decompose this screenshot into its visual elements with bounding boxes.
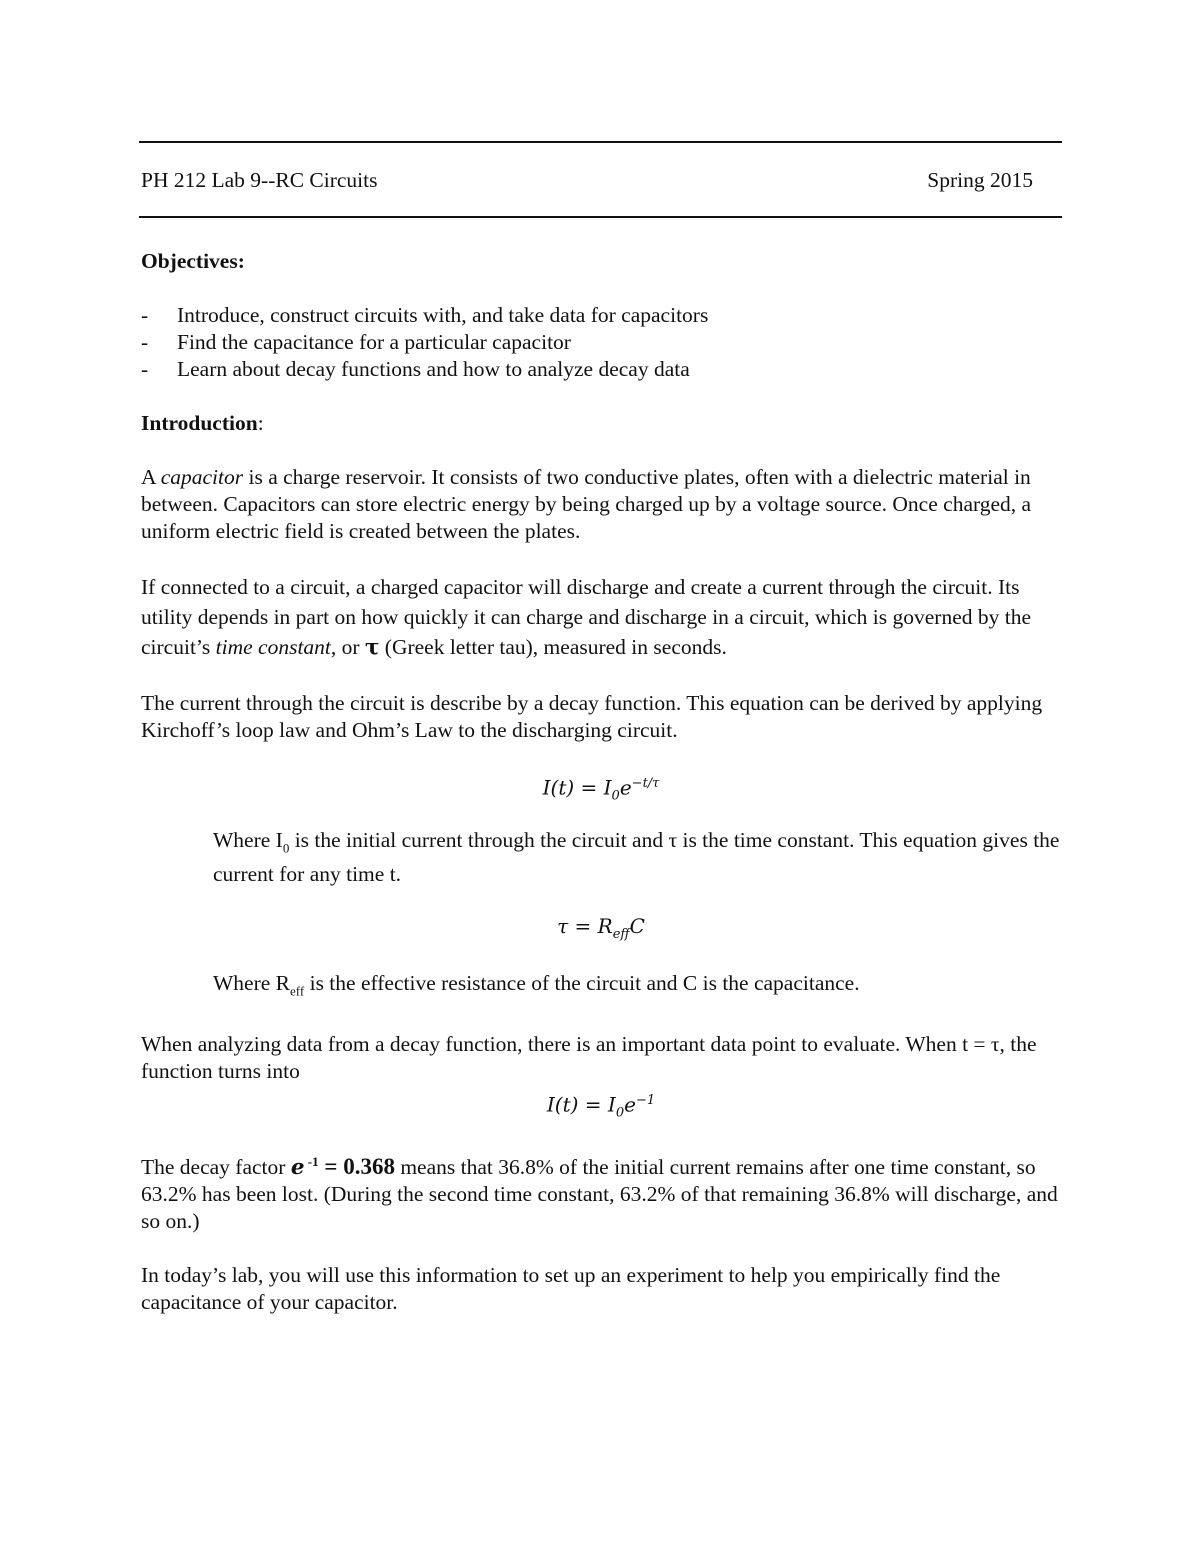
text-run: When analyzing data from a decay function, there is an important data point to evaluate. When t = τ, the function turns into: [141, 1032, 1037, 1084]
text-run: is the effective resistance of the circuit and C is the capacitance.: [304, 970, 860, 995]
intro-paragraph-4: [141, 1031, 1061, 1085]
objectives-list: [141, 302, 1061, 383]
bullet-dash: -: [141, 303, 149, 327]
list-item: [141, 329, 1061, 356]
equation-time-constant: [141, 906, 1061, 955]
introduction-heading-text: Introduction: [141, 411, 258, 435]
eq-lhs: I(t) = I: [546, 1092, 616, 1117]
eq-exponent: −1: [635, 1093, 656, 1109]
decay-e: e: [290, 1155, 305, 1181]
text-run: The current through the circuit is describe by a decay function. This equation can be derived by applying Kirchoff’s loop law and Ohm’s Law to the discharging circuit.: [141, 691, 1043, 742]
objective-text: Find the capacitance for a particular capacitor: [177, 330, 571, 354]
eq-lhs: τ = R: [557, 913, 613, 938]
intro-paragraph-5: [141, 1148, 1061, 1235]
text-run: Where R: [213, 970, 291, 995]
term-time-constant: time constant: [215, 635, 331, 659]
text-run: , or: [330, 635, 365, 659]
document-body: [141, 248, 1061, 1316]
eq-subscript: 0: [615, 1105, 625, 1121]
equation-explanation-1: [141, 827, 1061, 888]
text-run: A: [141, 465, 161, 489]
bullet-dash: -: [141, 357, 149, 381]
bullet-dash: -: [141, 330, 149, 354]
subscript: 0: [282, 839, 290, 855]
eq-e: e: [624, 1092, 636, 1117]
eq-e: e: [619, 775, 632, 800]
objective-text: Learn about decay functions and how to analyze decay data: [177, 357, 690, 381]
text-run: means that 36.8% of the initial current remains after one time constant, so 63.2% has been lost. (During the second time constant, 63.2% of that remaining 36.8% will discharge, and so on.): [141, 1155, 1058, 1234]
term-capacitor: capacitor: [160, 465, 244, 489]
intro-paragraph-3: [141, 690, 1061, 744]
course-title: PH 212 Lab 9--RC Circuits: [141, 168, 378, 192]
header-top-rule: [139, 141, 1062, 143]
term-label: Spring 2015: [927, 168, 1033, 192]
objectives-heading: Objectives:: [141, 249, 245, 273]
eq-lhs: I(t) = I: [542, 775, 612, 800]
text-run: is the initial current through the circuit and τ is the time constant. This equation gives the current for any time t.: [213, 827, 1060, 886]
intro-paragraph-6: [141, 1262, 1061, 1316]
text-run: is a charge reservoir. It consists of two conductive plates, often with a dielectric material in between. Capacitors can store electric energy by being charged up by a voltage source. Once charged, a uniform electric field is created between the plates.: [141, 465, 1032, 543]
tau-symbol: τ: [364, 635, 380, 660]
eq-subscript: eff: [612, 926, 630, 942]
list-item: [141, 356, 1061, 383]
eq-rhs: C: [629, 913, 645, 938]
introduction-heading-colon: :: [257, 411, 264, 435]
eq-exponent: −t/τ: [631, 776, 660, 791]
decay-value: = 0.368: [318, 1154, 395, 1180]
text-run: In today’s lab, you will use this information to set up an experiment to help you empirically find the capacitance of your capacitor.: [141, 1263, 1001, 1315]
intro-paragraph-1: [141, 464, 1061, 545]
text-run: If connected to a circuit, a charged capacitor will discharge and create a current through the circuit. Its utility depends in part on how quickly it can charge and discharge in a circuit, which is governed by the circuit’s: [141, 575, 1032, 659]
text-run: Where I: [213, 827, 283, 852]
introduction-heading: [141, 410, 1061, 437]
header-bottom-rule: [139, 216, 1062, 218]
objective-text: Introduce, construct circuits with, and take data for capacitors: [177, 303, 709, 327]
text-run: (Greek letter tau), measured in seconds.: [379, 635, 727, 659]
text-run: The decay factor: [141, 1155, 291, 1180]
subscript: eff: [290, 983, 305, 999]
eq-subscript: 0: [611, 788, 620, 804]
equation-decay: [141, 764, 1061, 817]
intro-paragraph-2: [141, 572, 1061, 663]
list-item: [141, 302, 1061, 329]
equation-at-tau: [141, 1085, 1061, 1130]
equation-explanation-2: [141, 970, 1061, 1004]
decay-exponent: -1: [304, 1153, 319, 1169]
